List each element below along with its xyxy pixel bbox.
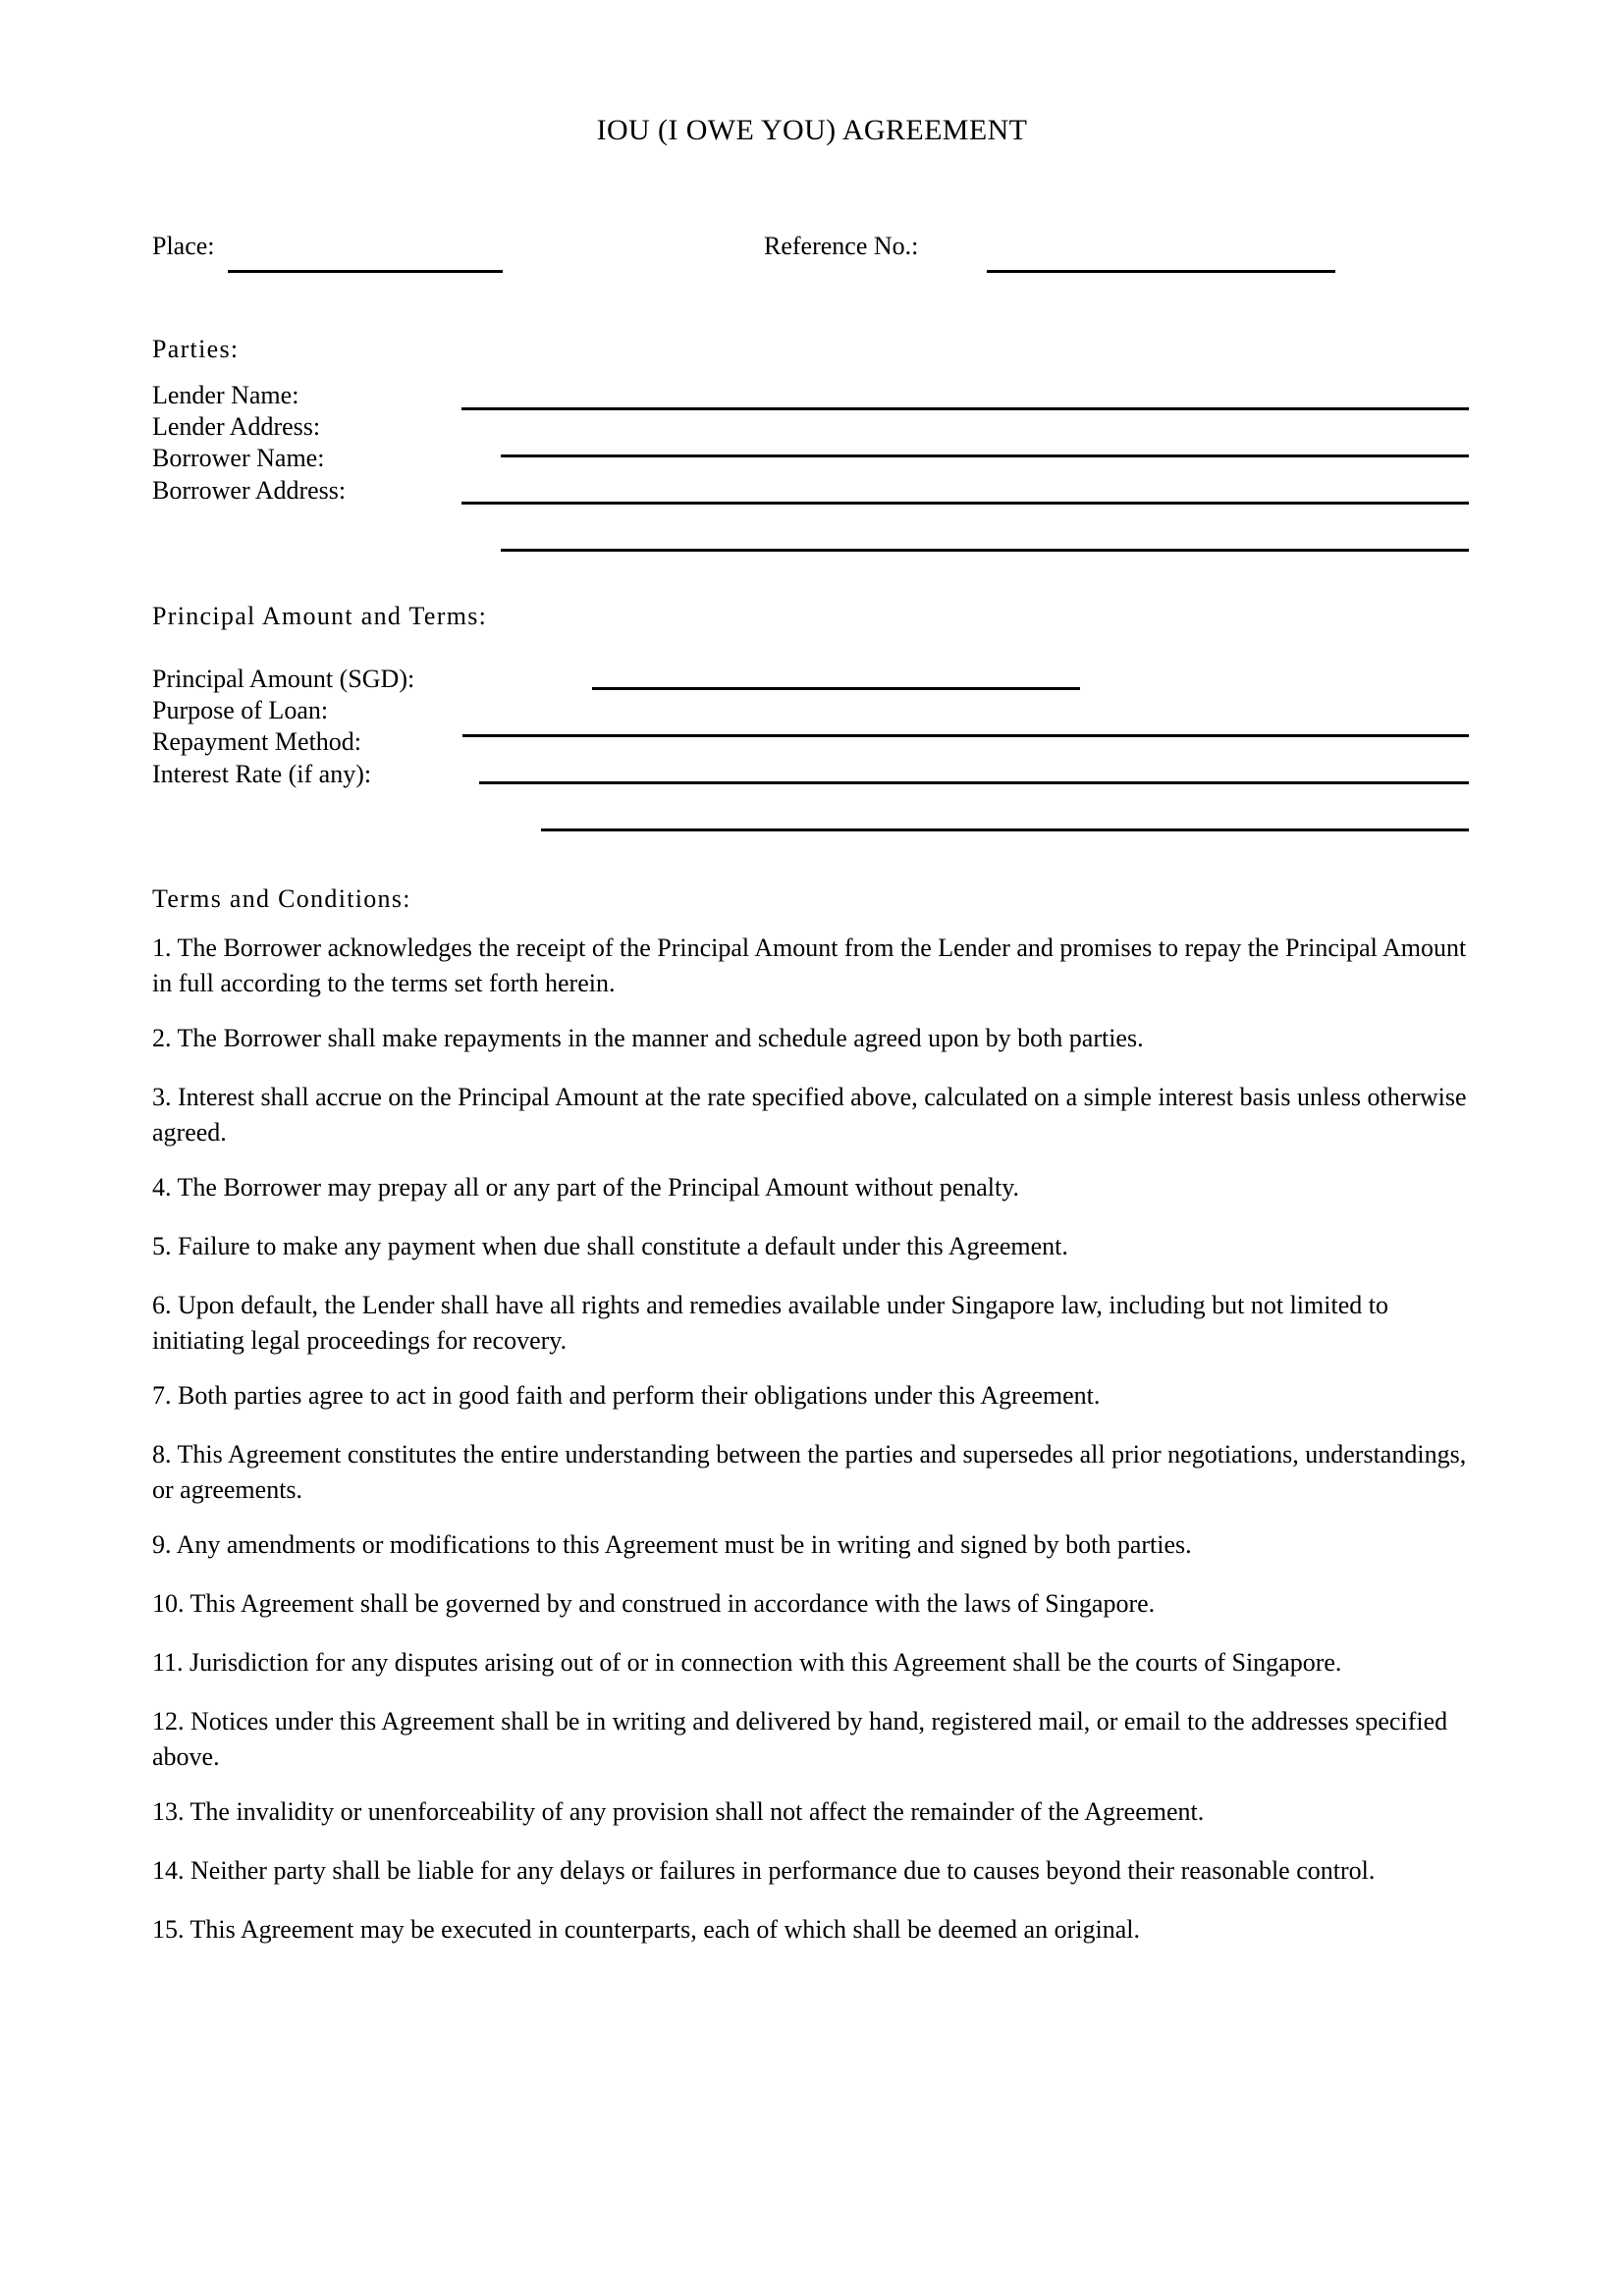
- clause-item: 11. Jurisdiction for any disputes arising out of or in connection with this Agreement shall be the courts of Singapore.: [152, 1648, 1342, 1677]
- clause-item: 9. Any amendments or modifications to this Agreement must be in writing and signed by both parties.: [152, 1530, 1192, 1559]
- borrower-name-input-rule[interactable]: [461, 502, 1469, 505]
- reference-no-label: Reference No.:: [764, 232, 919, 260]
- lender-name-input-rule[interactable]: [461, 407, 1469, 410]
- borrower-address-input-rule[interactable]: [501, 549, 1469, 552]
- clause-item: 12. Notices under this Agreement shall be in writing and delivered by hand, registered mail, or email to the addresses specified above.: [152, 1707, 1448, 1771]
- interest-rate-input-rule[interactable]: [541, 828, 1469, 831]
- repayment-method-input-rule[interactable]: [479, 781, 1469, 784]
- place-input-rule[interactable]: [228, 270, 503, 273]
- clause-item: 15. This Agreement may be executed in counterparts, each of which shall be deemed an original.: [152, 1915, 1140, 1944]
- principal-amount-label: Principal Amount (SGD):: [152, 665, 415, 693]
- borrower-address-label: Borrower Address:: [152, 476, 347, 505]
- purpose-of-loan-label: Purpose of Loan:: [152, 696, 329, 724]
- reference-no-input-rule[interactable]: [987, 270, 1335, 273]
- purpose-of-loan-input-rule[interactable]: [462, 734, 1469, 737]
- lender-address-input-rule[interactable]: [501, 454, 1469, 457]
- clause-item: 7. Both parties agree to act in good faith and perform their obligations under this Agreement.: [152, 1381, 1101, 1410]
- repayment-method-label: Repayment Method:: [152, 727, 362, 756]
- clause-item: 6. Upon default, the Lender shall have all rights and remedies available under Singapore law, including but not limited to initiating legal proceedings for recovery.: [152, 1291, 1388, 1355]
- interest-rate-label: Interest Rate (if any):: [152, 760, 372, 788]
- clause-item: 8. This Agreement constitutes the entire understanding between the parties and supersedes all prior negotiations, understandings, or agreements.: [152, 1440, 1467, 1504]
- lender-name-label: Lender Name:: [152, 381, 299, 409]
- clause-item: 3. Interest shall accrue on the Principal Amount at the rate specified above, calculated on a simple interest basis unless otherwise agreed.: [152, 1083, 1467, 1147]
- clause-item: 14. Neither party shall be liable for any delays or failures in performance due to causes beyond their reasonable control.: [152, 1856, 1376, 1885]
- clause-item: 10. This Agreement shall be governed by and construed in accordance with the laws of Singapore.: [152, 1589, 1156, 1618]
- clause-item: 13. The invalidity or unenforceability of any provision shall not affect the remainder of the Agreement.: [152, 1797, 1205, 1826]
- principal-amount-input-rule[interactable]: [592, 687, 1080, 690]
- parties-heading: Parties:: [152, 335, 240, 363]
- clause-item: 4. The Borrower may prepay all or any part of the Principal Amount without penalty.: [152, 1173, 1020, 1201]
- principal-terms-heading: Principal Amount and Terms:: [152, 602, 488, 630]
- terms-conditions-heading: Terms and Conditions:: [152, 884, 411, 913]
- lender-address-label: Lender Address:: [152, 412, 321, 441]
- clause-item: 1. The Borrower acknowledges the receipt of the Principal Amount from the Lender and promises to repay the Principal Amount in full according to the terms set forth herein.: [152, 934, 1467, 997]
- clause-item: 2. The Borrower shall make repayments in the manner and schedule agreed upon by both parties.: [152, 1024, 1144, 1052]
- borrower-name-label: Borrower Name:: [152, 444, 325, 472]
- page-title: IOU (I OWE YOU) AGREEMENT: [596, 114, 1028, 146]
- place-label: Place:: [152, 232, 215, 260]
- clause-item: 5. Failure to make any payment when due shall constitute a default under this Agreement.: [152, 1232, 1068, 1260]
